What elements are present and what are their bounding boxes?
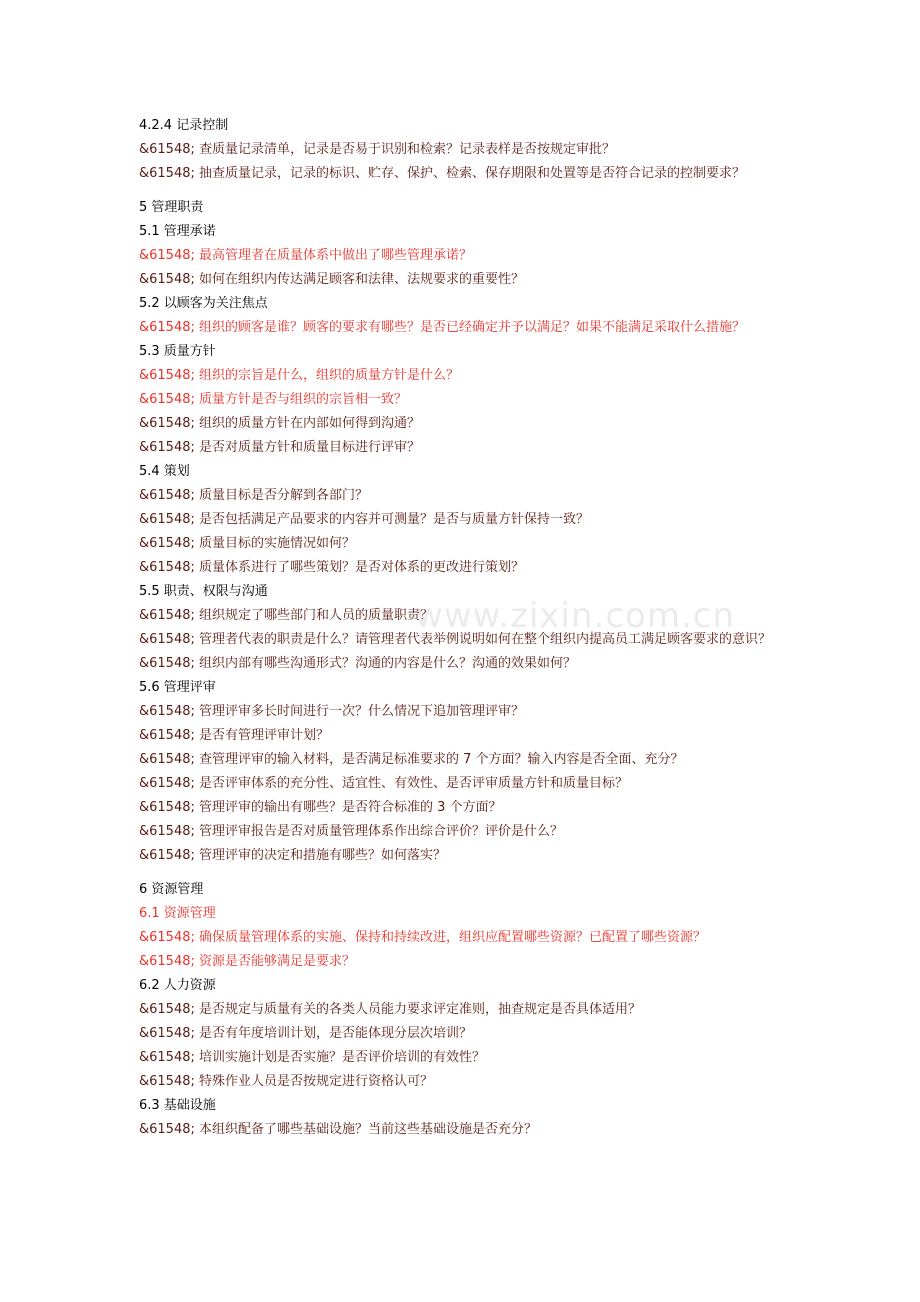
checklist-item: &61548; 是否有管理评审计划？ bbox=[139, 728, 330, 743]
checklist-item: &61548; 质量目标的实施情况如何？ bbox=[139, 536, 356, 551]
checklist-item: &61548; 确保质量管理体系的实施、保持和持续改进，组织应配置哪些资源？已配置了哪些资源？ bbox=[139, 930, 707, 945]
checklist-item: &61548; 是否评审体系的充分性、适宜性、有效性、是否评审质量方针和质量目标？ bbox=[139, 776, 629, 791]
checklist-item: 6.1 资源管理 bbox=[139, 906, 216, 921]
section-heading: 5.5 职责、权限与沟通 bbox=[139, 584, 268, 599]
checklist-item: &61548; 本组织配备了哪些基础设施？当前这些基础设施是否充分？ bbox=[139, 1122, 538, 1137]
checklist-item: &61548; 是否有年度培训计划，是否能体现分层次培训？ bbox=[139, 1026, 473, 1041]
section-heading: 6 资源管理 bbox=[139, 882, 204, 897]
checklist-item: &61548; 管理评审的决定和措施有哪些？如何落实？ bbox=[139, 848, 447, 863]
checklist-item: &61548; 质量目标是否分解到各部门？ bbox=[139, 488, 369, 503]
section-heading: 5.2 以顾客为关注焦点 bbox=[139, 296, 268, 311]
checklist-item: &61548; 管理评审的输出有哪些？是否符合标准的 3 个方面？ bbox=[139, 800, 502, 815]
checklist-item: &61548; 质量方针是否与组织的宗旨相一致？ bbox=[139, 392, 408, 407]
checklist-item: &61548; 组织的质量方针在内部如何得到沟通？ bbox=[139, 416, 421, 431]
section-heading: 4.2.4 记录控制 bbox=[139, 118, 229, 133]
checklist-item: &61548; 查管理评审的输入材料，是否满足标准要求的 7 个方面？输入内容是否全面、充分？ bbox=[139, 752, 684, 767]
section-heading: 5.1 管理承诺 bbox=[139, 224, 216, 239]
checklist-item: &61548; 是否对质量方针和质量目标进行评审？ bbox=[139, 440, 421, 455]
checklist-item: &61548; 抽查质量记录，记录的标识、贮存、保护、检索、保存期限和处置等是否符合记录的控制要求？ bbox=[139, 166, 746, 181]
checklist-item: &61548; 培训实施计划是否实施？是否评价培训的有效性？ bbox=[139, 1050, 486, 1065]
watermark-text: www.zixin.com.cn bbox=[415, 596, 735, 636]
checklist-item: &61548; 是否包括满足产品要求的内容并可测量？是否与质量方针保持一致？ bbox=[139, 512, 590, 527]
checklist-item: &61548; 质量体系进行了哪些策划？是否对体系的更改进行策划？ bbox=[139, 560, 525, 575]
section-heading: 5 管理职责 bbox=[139, 200, 204, 215]
section-heading: 5.3 质量方针 bbox=[139, 344, 216, 359]
checklist-item: &61548; 管理评审报告是否对质量管理体系作出综合评价？评价是什么？ bbox=[139, 824, 564, 839]
section-heading: 5.4 策划 bbox=[139, 464, 190, 479]
section-heading: 5.6 管理评审 bbox=[139, 680, 216, 695]
checklist-item: &61548; 组织的顾客是谁？顾客的要求有哪些？是否已经确定并予以满足？如果不能满足采取什么措施？ bbox=[139, 320, 746, 335]
checklist-item: &61548; 组织内部有哪些沟通形式？沟通的内容是什么？沟通的效果如何？ bbox=[139, 656, 577, 671]
checklist-item: &61548; 管理者代表的职责是什么？请管理者代表举例说明如何在整个组织内提高员工满足顾客要求的意识？ bbox=[139, 632, 772, 647]
checklist-item: &61548; 查质量记录清单，记录是否易于识别和检索？记录表样是否按规定审批？ bbox=[139, 142, 616, 157]
checklist-item: &61548; 资源是否能够满足是要求？ bbox=[139, 954, 356, 969]
section-heading: 6.2 人力资源 bbox=[139, 978, 216, 993]
checklist-item: &61548; 管理评审多长时间进行一次？什么情况下追加管理评审？ bbox=[139, 704, 525, 719]
checklist-item: &61548; 是否规定与质量有关的各类人员能力要求评定准则，抽查规定是否具体适用？ bbox=[139, 1002, 642, 1017]
section-heading: 6.3 基础设施 bbox=[139, 1098, 216, 1113]
checklist-item: &61548; 组织的宗旨是什么，组织的质量方针是什么？ bbox=[139, 368, 460, 383]
document-body bbox=[139, 114, 789, 1142]
checklist-item: &61548; 特殊作业人员是否按规定进行资格认可？ bbox=[139, 1074, 434, 1089]
checklist-item: &61548; 组织规定了哪些部门和人员的质量职责？ bbox=[139, 608, 434, 623]
checklist-item: &61548; 如何在组织内传达满足顾客和法律、法规要求的重要性？ bbox=[139, 272, 525, 287]
checklist-item: &61548; 最高管理者在质量体系中做出了哪些管理承诺？ bbox=[139, 248, 473, 263]
